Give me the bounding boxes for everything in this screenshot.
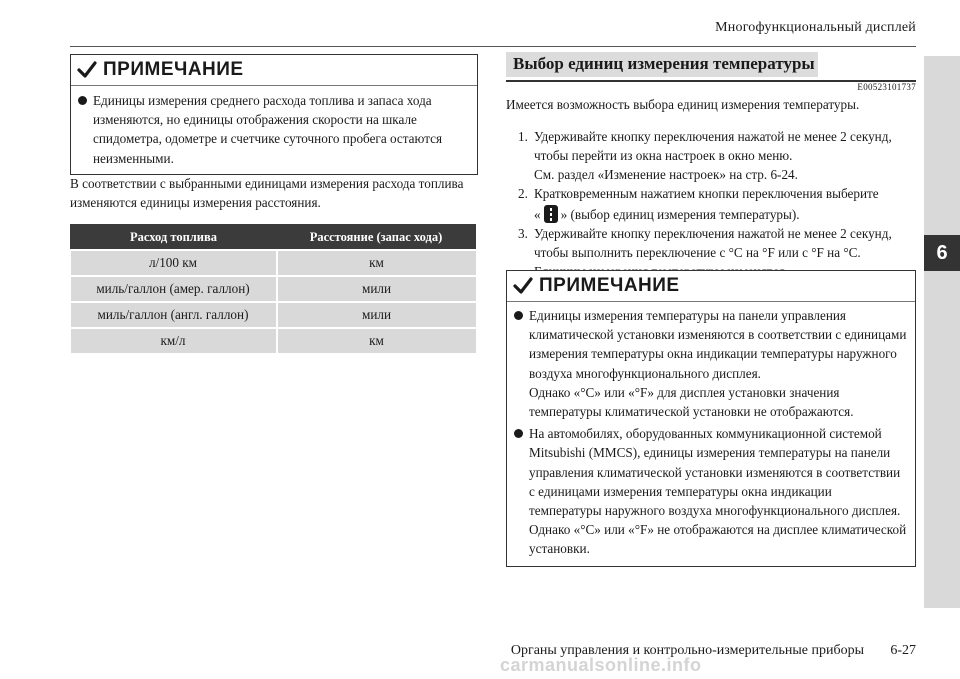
chapter-number-badge: 6	[924, 235, 960, 271]
section-divider	[506, 80, 916, 82]
step-icon-suffix: » (выбор единиц измерения температуры).	[560, 207, 800, 222]
table-row	[71, 276, 476, 302]
table-cell: км	[277, 250, 476, 276]
watermark: carmanualsonline.info	[500, 655, 702, 675]
note-item-text: Единицы измерения среднего расхода топлива и запаса хода изменяются, но единицы отображения скорости на шкале спидометра, одометре и счетчике суточного пробега остаются неизменными.	[93, 93, 443, 166]
steps-list	[518, 127, 916, 281]
step-item	[518, 127, 916, 184]
page-number: 6-27	[890, 643, 916, 658]
bullet-icon	[514, 429, 523, 438]
bullet-icon	[514, 311, 523, 320]
right-note-box	[506, 270, 916, 567]
note-item	[529, 424, 907, 558]
note-item-text: Единицы измерения температуры на панели управления климатической установки изменяются в соответствии с единицами измерения температуры окна индикации температуры наружного воздуха многофункционального дисплея.	[529, 308, 907, 381]
note-heading: ПРИМЕЧАНИЕ	[539, 275, 680, 296]
step-number: 3.	[518, 226, 528, 241]
step-extra: См. раздел «Изменение настроек» на стр. 6-24.	[534, 167, 798, 182]
table-cell: миль/галлон (амер. галлон)	[71, 276, 277, 302]
left-note-box	[70, 54, 478, 175]
step-text: Удерживайте кнопку переключения нажатой не менее 2 секунд, чтобы перейти из окна настроек в окно меню.	[534, 129, 892, 163]
header-divider	[70, 46, 916, 47]
table-row	[71, 250, 476, 276]
table-cell: км/л	[71, 328, 277, 353]
step-item	[518, 184, 916, 224]
table-cell: миль/галлон (англ. галлон)	[71, 302, 277, 328]
table-cell: мили	[277, 302, 476, 328]
note-heading: ПРИМЕЧАНИЕ	[103, 59, 244, 80]
chapter-side-tab	[924, 56, 960, 608]
units-table	[70, 224, 476, 353]
note-header	[507, 271, 915, 302]
table-row	[71, 328, 476, 353]
table-header-row	[71, 225, 476, 251]
table-cell: км	[277, 328, 476, 353]
step-text: Удерживайте кнопку переключения нажатой не менее 2 секунд, чтобы выполнить переключение с °C на °F или с °F на °C.	[534, 226, 892, 260]
note-item	[93, 91, 469, 168]
checkmark-icon	[77, 60, 97, 80]
table-header-cell: Расход топлива	[71, 225, 277, 251]
table-header-cell: Расстояние (запас хода)	[277, 225, 476, 251]
table-cell: мили	[277, 276, 476, 302]
note-header	[71, 55, 477, 86]
checkmark-icon	[513, 276, 533, 296]
temperature-unit-icon	[544, 205, 558, 223]
page-header-title: Многофункциональный дисплей	[715, 20, 916, 35]
section-code: E00523101737	[857, 82, 916, 92]
step-number: 2.	[518, 186, 528, 201]
table-cell: л/100 км	[71, 250, 277, 276]
note-item-extra: Однако «°C» или «°F» для дисплея установки значения температуры климатической установки не отображаются.	[529, 384, 854, 420]
step-icon-prefix: «	[534, 207, 541, 222]
table-row	[71, 302, 476, 328]
step-text: Кратковременным нажатием кнопки переключения выберите	[534, 186, 879, 201]
units-paragraph: В соответствии с выбранными единицами измерения расхода топлива изменяются единицы измерения расстояния.	[70, 176, 464, 210]
section-intro: Имеется возможность выбора единиц измерения температуры.	[506, 97, 860, 112]
note-item	[529, 306, 907, 421]
section-title-bar	[506, 52, 818, 77]
bullet-icon	[78, 96, 87, 105]
note-item-text: На автомобилях, оборудованных коммуникационной системой Mitsubishi (MMCS), единицы измерения температуры на панели управления климатической установки изменяются в соответствии с единицами измерения температуры окна индикации температуры наружного воздуха многофункционального дисплея.	[529, 426, 901, 519]
footer-section-title: Органы управления и контрольно-измерительные приборы	[510, 643, 864, 658]
section-title: Выбор единиц измерения температуры	[513, 54, 815, 73]
step-number: 1.	[518, 129, 528, 144]
note-item-extra: Однако «°C» или «°F» не отображаются на дисплее климатической установки.	[529, 522, 907, 557]
